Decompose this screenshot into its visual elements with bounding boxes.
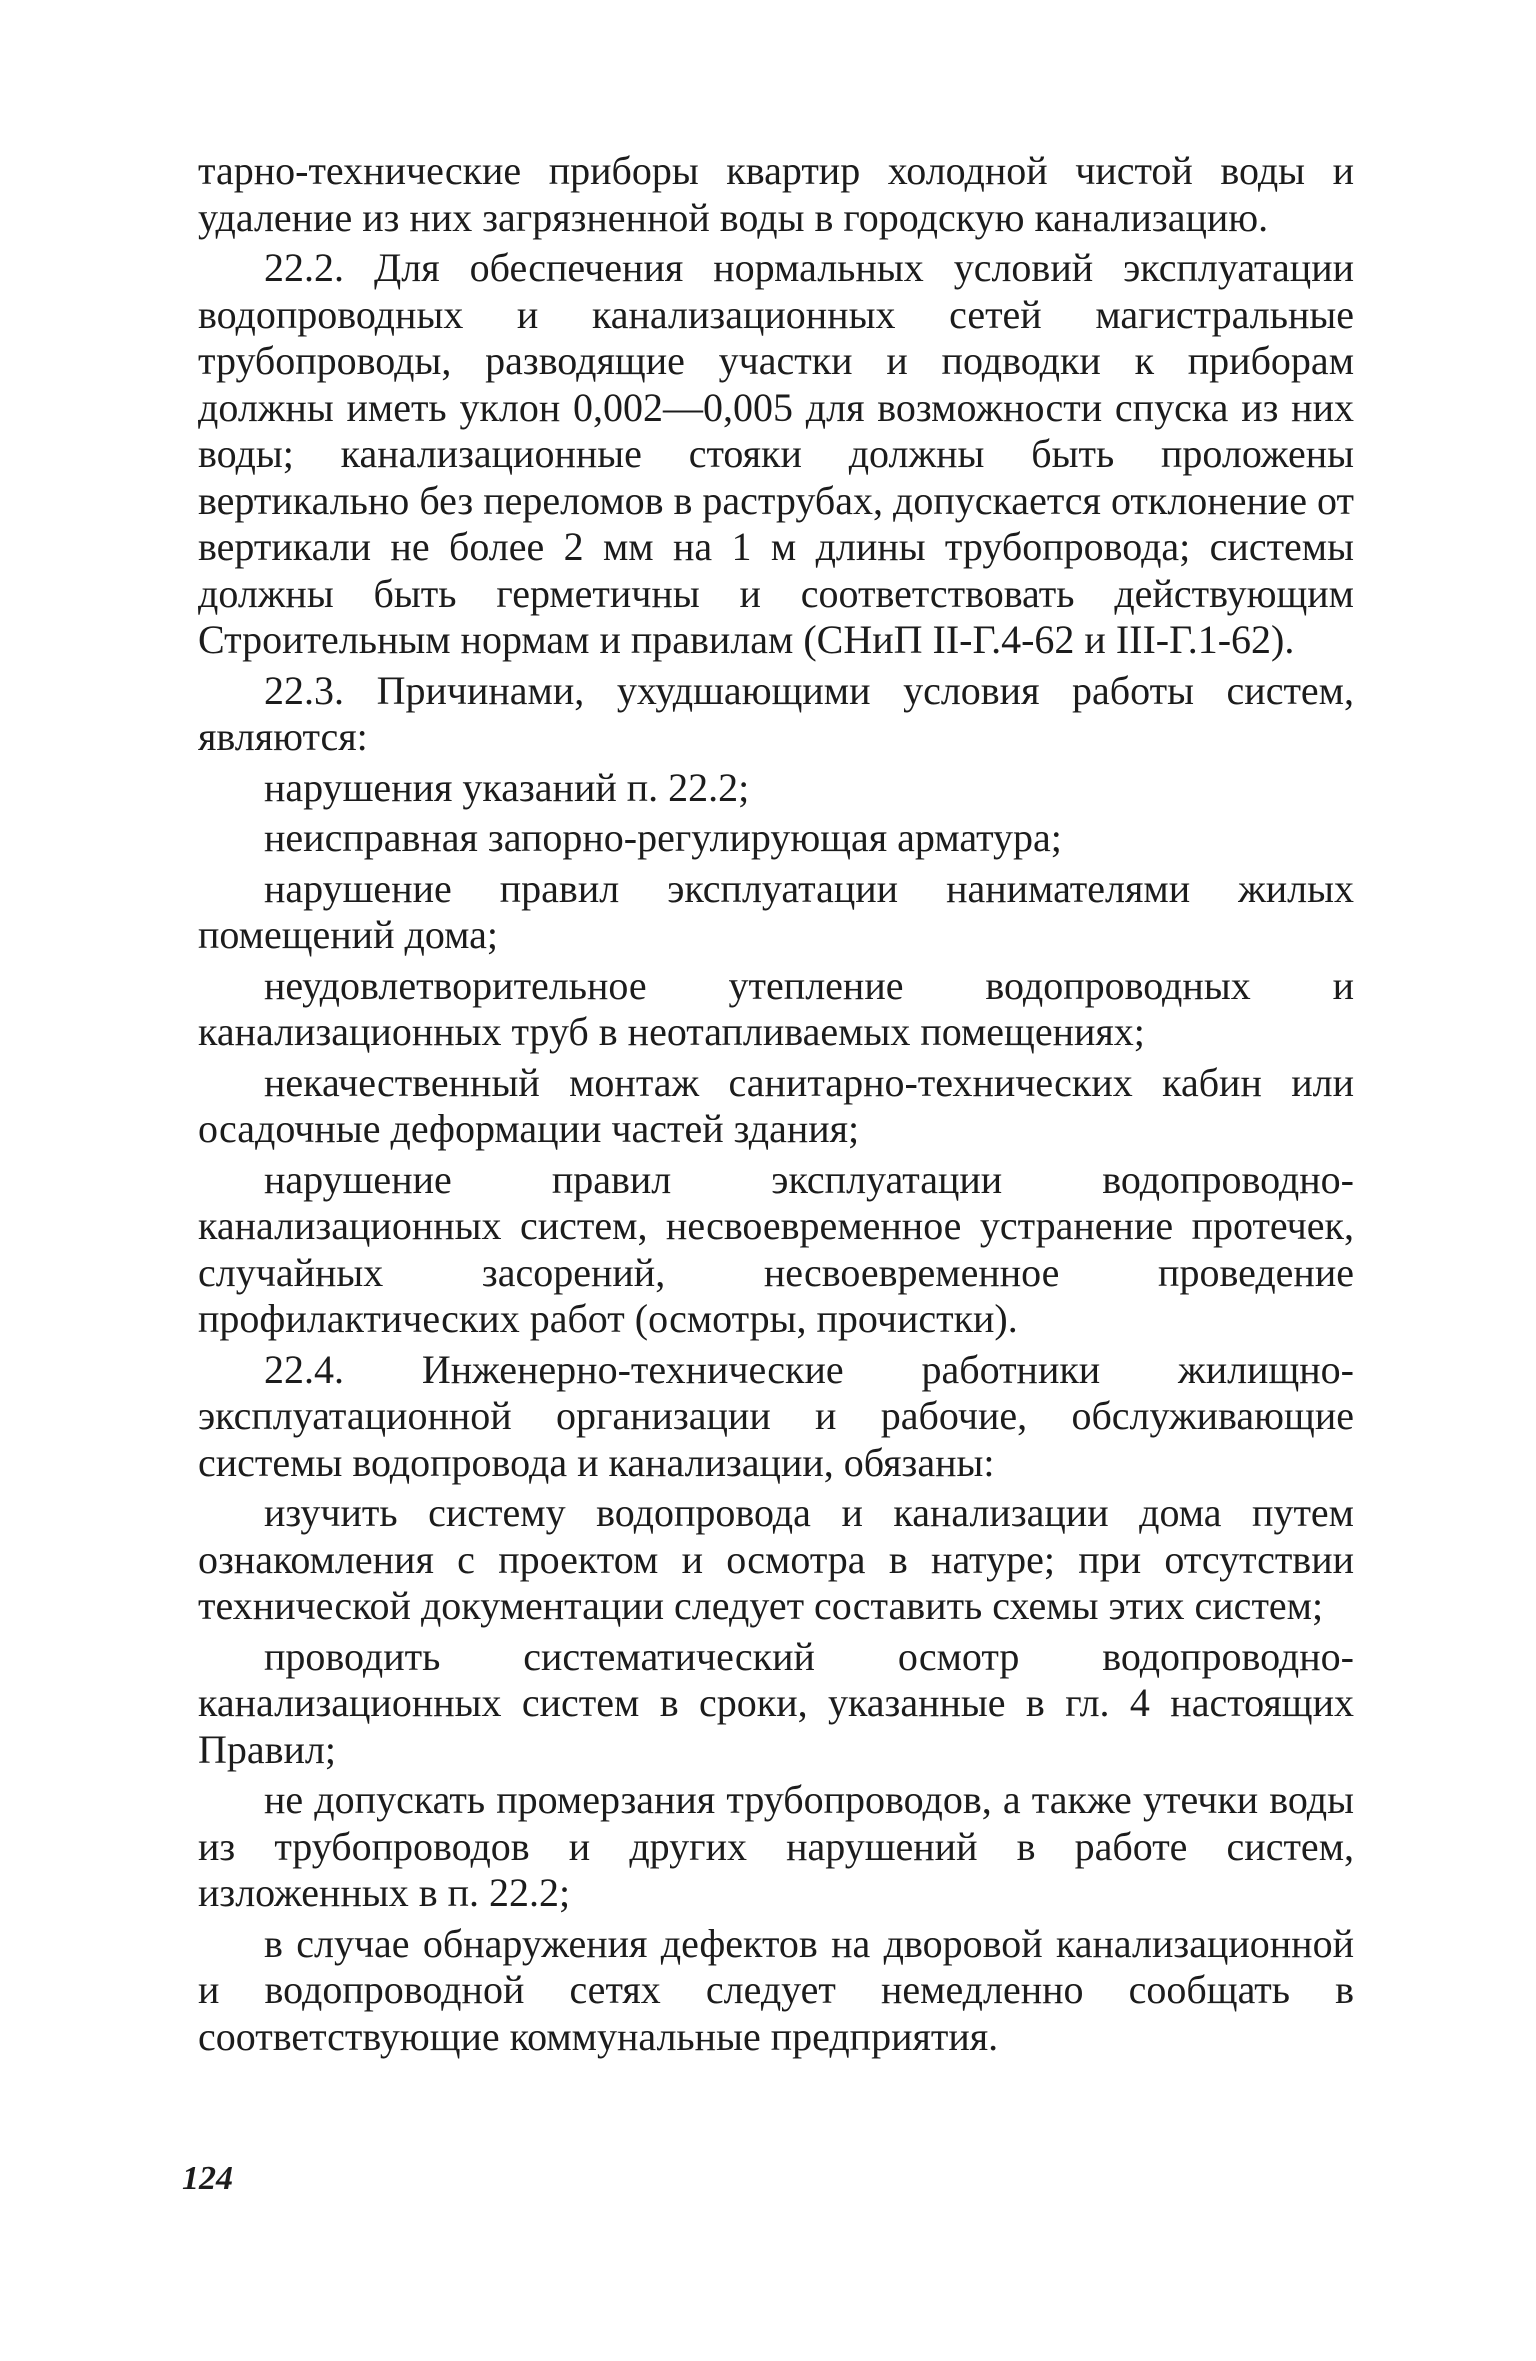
paragraph-22-3: 22.3. Причинами, ухудшающими условия работы систем, являются: xyxy=(198,667,1354,759)
list-item: нарушение правил эксплуатации нанимателями жилых помещений дома; xyxy=(198,865,1354,957)
paragraph-22-2: 22.2. Для обеспечения нормальных условий эксплуатации водопроводных и канализационных сетей магистральные трубопроводы, разводящие участки и подводки к приборам должны иметь уклон 0,002—0,005 для возможности спуска из них воды; канализационные стояки должны быть проложены вертикально без переломов в раструбах, допускается отклонение от вертикали не более 2 мм на 1 м длины трубопровода; системы должны быть герметичны и соответствовать действующим Строительным нормам и правилам (СНиП II-Г.4-62 и III-Г.1-62). xyxy=(198,245,1354,662)
list-item: нарушение правил эксплуатации водопроводно-канализационных систем, несвоевременное устранение протечек, случайных засорений, несвоевременное проведение профилактических работ (осмотры, прочистки). xyxy=(198,1156,1354,1341)
paragraph-continuation: тарно-технические приборы квартир холодной чистой воды и удаление из них загрязненной воды в городскую канализацию. xyxy=(198,148,1354,240)
list-item: проводить систематический осмотр водопроводно-канализационных систем в сроки, указанные в гл. 4 настоящих Правил; xyxy=(198,1633,1354,1772)
list-item: неисправная запорно-регулирующая арматура; xyxy=(264,815,1062,860)
list-item: не допускать промерзания трубопроводов, а также утечки воды из трубопроводов и других нарушений в работе систем, изложенных в п. 22.2; xyxy=(198,1777,1354,1915)
page-number: 124 xyxy=(182,2160,233,2197)
paragraph-22-4: 22.4. Инженерно-технические работники жилищно-эксплуатационной организации и рабочие, обслуживающие системы водопровода и канализации, обязаны: xyxy=(198,1346,1354,1485)
list-item: в случае обнаружения дефектов на дворовой канализационной и водопроводной сетях следует немедленно сообщать в соответствующие коммунальные предприятия. xyxy=(198,1920,1354,2059)
list-item: неудовлетворительное утепление водопроводных и канализационных труб в неотапливаемых помещениях; xyxy=(198,962,1354,1054)
list-item: некачественный монтаж санитарно-технических кабин или осадочные деформации частей здания; xyxy=(198,1059,1354,1151)
list-item: изучить систему водопровода и канализации дома путем ознакомления с проектом и осмотра в натуре; при отсутствии технической документации следует составить схемы этих систем; xyxy=(198,1490,1354,1628)
body-text xyxy=(198,148,1354,2060)
list-item: нарушения указаний п. 22.2; xyxy=(264,764,750,810)
